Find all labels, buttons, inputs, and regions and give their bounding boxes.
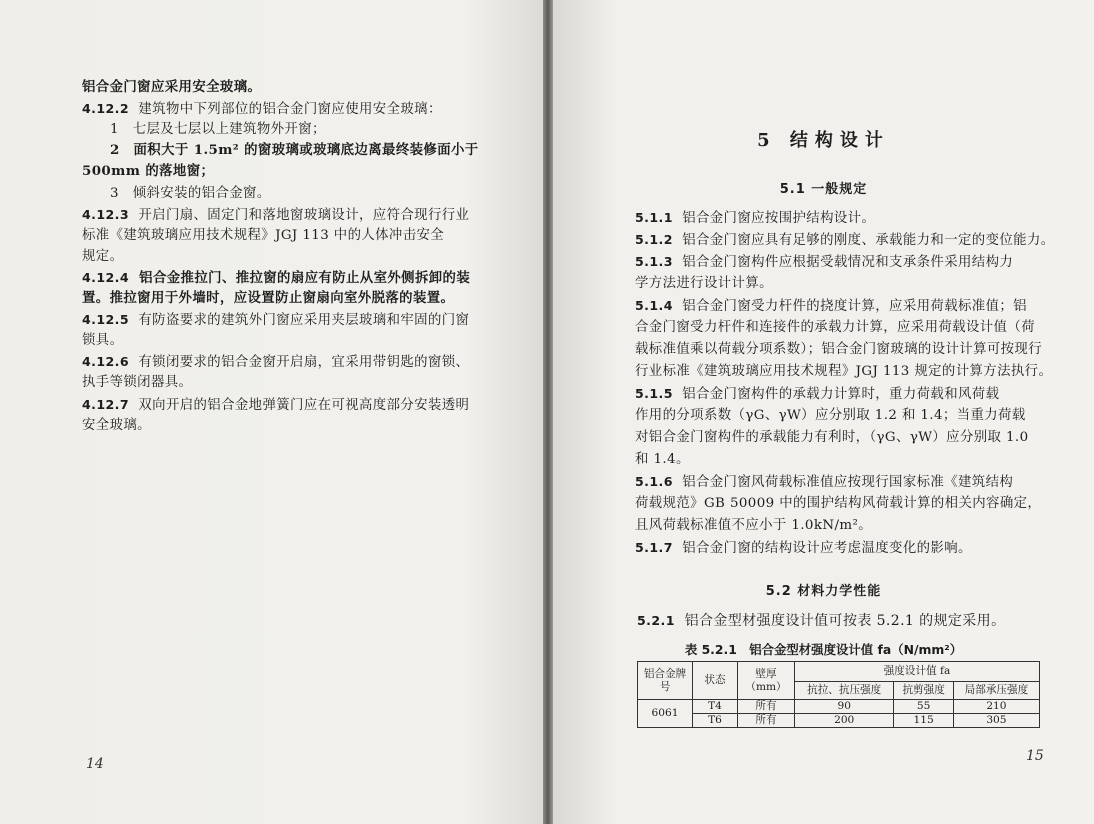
- text-line: [82, 247, 123, 266]
- clause-text: 铝合金推拉门、推拉窗的扇应有防止从室外侧拆卸的装: [139, 269, 471, 286]
- table-row: [638, 714, 1040, 728]
- clause-text: 行业标准《建筑玻璃应用技术规程》JGJ 113 规定的计算方法执行。: [635, 364, 1053, 379]
- table-caption: 表 5.2.1 铝合金型材强度设计值 fa（N/mm²）: [684, 642, 963, 657]
- clause-number: 5.1.3: [635, 254, 673, 269]
- clause-number: 4.12.5: [82, 312, 130, 328]
- text-line: [110, 141, 479, 160]
- cell-grade: 6061: [638, 700, 693, 728]
- clause-text: 安全玻璃。: [82, 417, 151, 433]
- text-line: [635, 362, 1052, 381]
- header-state: 状态: [693, 662, 738, 700]
- table-row: [638, 700, 1040, 714]
- cell-thickness: 所有: [738, 700, 795, 714]
- clause-text: 和 1.4。: [635, 452, 690, 467]
- text-line: [635, 296, 1027, 316]
- strength-table: [637, 661, 1040, 728]
- text-line: [82, 352, 469, 372]
- clause-text: 开启门扇、固定门和落地窗玻璃设计，应符合现行行业: [138, 207, 470, 223]
- text-line: [635, 450, 690, 469]
- text-line: [635, 494, 1041, 513]
- text-line: [82, 226, 444, 245]
- text-line: [635, 230, 1055, 250]
- clause-text: 且风荷载标准值不应小于 1.0kN/m²。: [635, 518, 873, 533]
- text-line: [82, 310, 469, 330]
- text-line: [82, 78, 261, 97]
- clause-text: 2 面积大于 1.5m² 的窗玻璃或玻璃底边离最终装修面小于: [110, 142, 479, 159]
- section-title-5-1: 5.1 一般规定: [779, 182, 868, 197]
- clause-text: 3 倾斜安装的铝合金窗。: [110, 185, 271, 201]
- header-strength: 强度设计值 fa: [795, 662, 1040, 682]
- clause-text: 锁具。: [82, 333, 124, 349]
- cell-tension: 90: [795, 700, 894, 714]
- clause-text: 铝合金门窗风荷载标准值应按现行国家标准《建筑结构: [682, 475, 1014, 490]
- clause-text: 铝合金门窗受力杆件的挠度计算，应采用荷载标准值；铝: [682, 299, 1027, 314]
- clause-5-2-1: [637, 611, 1005, 631]
- clause-number: 4.12.7: [82, 396, 130, 412]
- header-bearing: 局部承压强度: [953, 682, 1039, 700]
- clause-text: 铝合金门窗的结构设计应考虑温度变化的影响。: [682, 541, 972, 556]
- text-line: [82, 162, 214, 181]
- clause-text: 规定。: [82, 248, 124, 264]
- text-line: [110, 184, 271, 203]
- header-tension: 抗拉、抗压强度: [795, 682, 894, 700]
- clause-text: 铝合金门窗构件应根据受载情况和支承条件采用结构力: [682, 255, 1014, 270]
- clause-number: 5.2.1: [637, 613, 675, 628]
- clause-number: 4.12.6: [82, 354, 130, 370]
- text-line: [82, 99, 442, 119]
- text-line: [635, 318, 1035, 337]
- cell-state: T4: [693, 700, 738, 714]
- clause-text: 建筑物中下列部位的铝合金门窗应使用安全玻璃：: [138, 102, 442, 118]
- cell-shear: 115: [894, 714, 953, 728]
- clause-text: 有防盗要求的建筑外门窗应采用夹层玻璃和牢固的门窗: [138, 313, 470, 329]
- cell-state: T6: [693, 714, 738, 728]
- cell-bearing: 210: [953, 700, 1039, 714]
- clause-number: 5.1.1: [635, 210, 673, 225]
- chapter-title: 5 结构设计: [757, 130, 890, 151]
- text-line: [82, 205, 469, 225]
- clause-text: 铝合金门窗应具有足够的刚度、承载能力和一定的变位能力。: [682, 233, 1055, 248]
- text-line: [82, 331, 123, 350]
- clause-text: 铝合金门窗构件的承载力计算时，重力荷载和风荷载: [682, 387, 1000, 402]
- text-line: [635, 340, 1042, 359]
- text-line: [635, 274, 773, 293]
- text-line: [82, 395, 469, 415]
- text-line: [635, 406, 1026, 425]
- cell-tension: 200: [795, 714, 894, 728]
- clause-number: 4.12.3: [82, 206, 130, 222]
- header-grade: 铝合金牌号: [638, 662, 693, 700]
- clause-text: 载标准值乘以荷载分项系数）；铝合金门窗玻璃的设计计算可按现行: [635, 342, 1043, 357]
- clause-number: 4.12.4: [82, 269, 130, 285]
- page-number-right: 15: [1026, 748, 1044, 764]
- text-line: [635, 538, 972, 558]
- text-line: [635, 472, 1013, 492]
- header-thickness: 壁厚（mm）: [738, 662, 795, 700]
- text-line: [635, 208, 875, 228]
- text-line: [635, 384, 999, 404]
- clause-text: 合金门窗受力杆件和连接件的承载力计算，应采用荷载设计值（荷: [635, 320, 1035, 335]
- cell-bearing: 305: [953, 714, 1039, 728]
- clause-text: 执手等锁闭器具。: [82, 375, 193, 391]
- clause-text: 铝合金门窗应采用安全玻璃。: [82, 79, 262, 95]
- text-line: [82, 373, 192, 392]
- clause-text: 铝合金门窗应按围护结构设计。: [682, 211, 876, 226]
- clause-text: 标准《建筑玻璃应用技术规程》JGJ 113 中的人体冲击安全: [82, 227, 445, 243]
- text-line: [110, 120, 326, 139]
- clause-number: 5.1.7: [635, 540, 673, 555]
- clause-number: 5.1.4: [635, 298, 673, 313]
- section-title-5-2: 5.2 材料力学性能: [765, 584, 882, 599]
- clause-text: 500mm 的落地窗；: [82, 163, 215, 180]
- clause-number: 5.1.2: [635, 232, 673, 247]
- clause-number: 5.1.5: [635, 386, 673, 401]
- clause-text: 有锁闭要求的铝合金窗开启扇，宜采用带钥匙的窗锁、: [138, 355, 470, 371]
- left-page: [0, 0, 543, 824]
- right-page: [553, 0, 1094, 824]
- clause-text: 铝合金型材强度设计值可按表 5.2.1 的规定采用。: [684, 613, 1006, 629]
- clause-text: 双向开启的铝合金地弹簧门应在可视高度部分安装透明: [138, 397, 470, 413]
- clause-text: 1 七层及七层以上建筑物外开窗；: [110, 122, 326, 138]
- header-shear: 抗剪强度: [894, 682, 953, 700]
- clause-text: 对铝合金门窗构件的承载能力有利时，（γG、γW）应分别取 1.0: [635, 430, 1029, 445]
- book-gutter: [543, 0, 553, 824]
- text-line: [82, 268, 470, 288]
- text-line: [82, 289, 454, 308]
- clause-text: 作用的分项系数（γG、γW）应分别取 1.2 和 1.4；当重力荷载: [635, 408, 1026, 423]
- page-number-left: 14: [86, 756, 104, 772]
- text-line: [635, 252, 1013, 272]
- cell-shear: 55: [894, 700, 953, 714]
- clause-text: 置。推拉窗用于外墙时，应设置防止窗扇向室外脱落的装置。: [82, 290, 455, 306]
- clause-text: 学方法进行设计计算。: [635, 276, 773, 291]
- text-line: [635, 516, 872, 535]
- text-line: [635, 428, 1029, 447]
- clause-number: 4.12.2: [82, 101, 130, 117]
- clause-text: 荷载规范》GB 50009 中的围护结构风荷载计算的相关内容确定，: [635, 496, 1042, 511]
- text-line: [82, 416, 151, 435]
- cell-thickness: 所有: [738, 714, 795, 728]
- clause-number: 5.1.6: [635, 474, 673, 489]
